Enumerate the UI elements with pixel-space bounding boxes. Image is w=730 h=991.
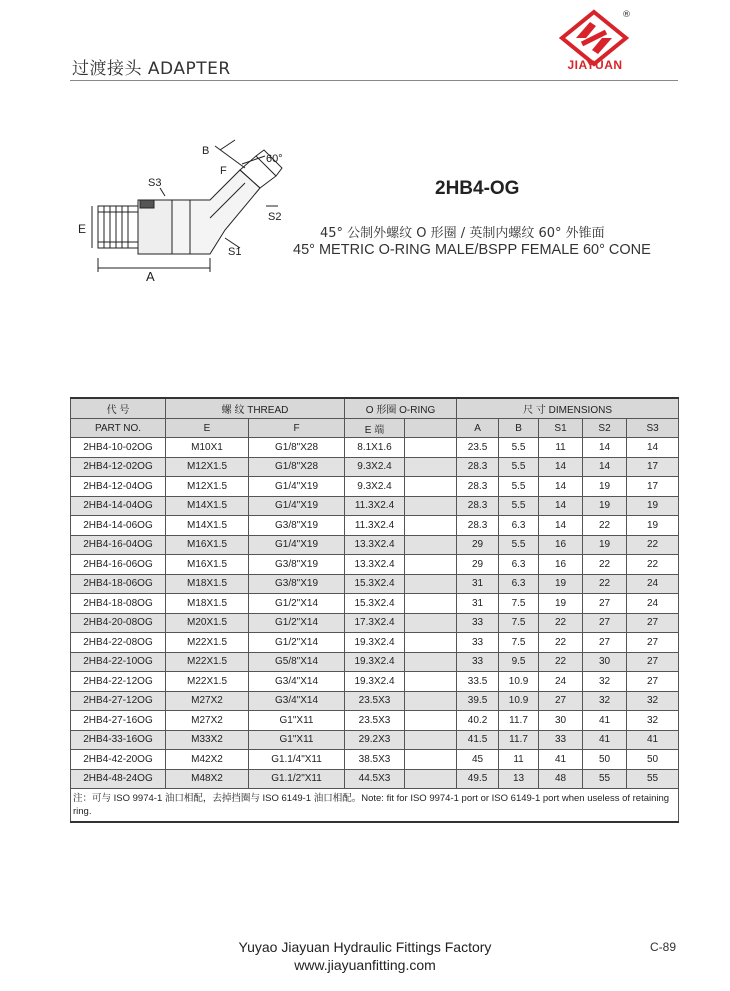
col-e-end: E 端	[345, 419, 405, 438]
table-cell: 2HB4-14-04OG	[71, 496, 166, 516]
table-cell: 22	[583, 555, 627, 575]
table-cell: 27	[583, 594, 627, 614]
table-cell: 14	[539, 477, 583, 497]
table-cell: 16	[539, 555, 583, 575]
table-cell: 31	[457, 574, 499, 594]
table-cell: 22	[627, 555, 679, 575]
table-cell: 10.9	[499, 672, 539, 692]
table-cell: 11	[499, 750, 539, 770]
table-cell: 19	[627, 496, 679, 516]
table-cell: 33	[457, 633, 499, 653]
table-cell: 19	[583, 496, 627, 516]
table-row	[71, 535, 679, 555]
table-row	[71, 457, 679, 477]
table-cell: 32	[627, 711, 679, 731]
header-divider	[70, 80, 678, 81]
table-cell: 23.5X3	[345, 691, 405, 711]
table-cell: 28.3	[457, 516, 499, 536]
table-cell: M16X1.5	[166, 535, 249, 555]
table-cell: 41	[627, 730, 679, 750]
table-cell: 41	[583, 711, 627, 731]
table-cell: G3/4"X14	[249, 672, 345, 692]
table-cell	[405, 457, 457, 477]
table-cell: G1/2"X14	[249, 594, 345, 614]
table-cell: 27	[627, 672, 679, 692]
table-cell: 23.5	[457, 438, 499, 458]
table-row	[71, 691, 679, 711]
table-cell: 2HB4-48-24OG	[71, 769, 166, 789]
table-cell	[405, 633, 457, 653]
table-cell: 5.5	[499, 496, 539, 516]
table-cell: 55	[583, 769, 627, 789]
table-cell: 27	[539, 691, 583, 711]
table-cell: 31	[457, 594, 499, 614]
table-cell: 2HB4-22-12OG	[71, 672, 166, 692]
table-cell: 29	[457, 555, 499, 575]
table-row	[71, 750, 679, 770]
table-cell: 5.5	[499, 477, 539, 497]
table-cell: M12X1.5	[166, 477, 249, 497]
table-cell: 2HB4-10-02OG	[71, 438, 166, 458]
col-b: B	[499, 419, 539, 438]
header-dimensions: 尺 寸 DIMENSIONS	[457, 398, 679, 419]
table-cell	[405, 730, 457, 750]
table-cell: G3/8"X19	[249, 574, 345, 594]
table-cell: 11	[539, 438, 583, 458]
table-cell: 2HB4-20-08OG	[71, 613, 166, 633]
table-cell: 7.5	[499, 613, 539, 633]
table-cell: 15.3X2.4	[345, 574, 405, 594]
col-part-no: PART NO.	[71, 419, 166, 438]
col-blank	[405, 419, 457, 438]
table-cell: M22X1.5	[166, 672, 249, 692]
col-s2: S2	[583, 419, 627, 438]
table-cell	[405, 750, 457, 770]
table-cell: 27	[627, 652, 679, 672]
drawing-label-e: E	[78, 222, 87, 236]
footer-company: Yuyao Jiayuan Hydraulic Fittings Factory	[238, 939, 492, 955]
table-cell	[405, 438, 457, 458]
table-cell: 9.3X2.4	[345, 457, 405, 477]
table-cell: 19	[539, 574, 583, 594]
table-cell: 9.5	[499, 652, 539, 672]
table-cell: 7.5	[499, 594, 539, 614]
table-cell: 32	[627, 691, 679, 711]
table-cell: 24	[627, 574, 679, 594]
table-cell: M14X1.5	[166, 516, 249, 536]
table-cell: G3/8"X19	[249, 516, 345, 536]
table-cell: 2HB4-14-06OG	[71, 516, 166, 536]
table-row	[71, 652, 679, 672]
table-cell: 27	[583, 633, 627, 653]
table-cell: 22	[539, 613, 583, 633]
table-cell: 17.3X2.4	[345, 613, 405, 633]
header-code: 代 号	[71, 398, 166, 419]
table-cell: G3/4"X14	[249, 691, 345, 711]
table-cell: 22	[539, 633, 583, 653]
table-cell: M48X2	[166, 769, 249, 789]
table-cell: 17	[627, 457, 679, 477]
table-cell: 11.7	[499, 711, 539, 731]
table-cell: 27	[627, 613, 679, 633]
table-row	[71, 555, 679, 575]
table-cell: M12X1.5	[166, 457, 249, 477]
footer-website: www.jiayuanfitting.com	[294, 957, 436, 973]
table-cell: G5/8"X14	[249, 652, 345, 672]
page-title: 过渡接头 ADAPTER	[72, 59, 231, 79]
table-cell: 32	[583, 691, 627, 711]
table-cell: 27	[583, 613, 627, 633]
table-cell: 50	[627, 750, 679, 770]
header-oring: O 形圈 O-RING	[345, 398, 457, 419]
table-cell: G3/8"X19	[249, 555, 345, 575]
table-cell: 49.5	[457, 769, 499, 789]
table-cell: G1/8"X28	[249, 457, 345, 477]
table-cell: G1/4"X19	[249, 535, 345, 555]
table-cell: 13.3X2.4	[345, 555, 405, 575]
table-cell	[405, 535, 457, 555]
dimensions-table	[70, 397, 679, 823]
table-cell: 2HB4-16-06OG	[71, 555, 166, 575]
drawing-label-f: F	[220, 165, 227, 177]
table-cell: 6.3	[499, 555, 539, 575]
drawing-label-s2: S2	[268, 211, 282, 223]
table-row	[71, 633, 679, 653]
table-cell: G1"X11	[249, 711, 345, 731]
brand-name: JIAYUAN	[567, 58, 623, 72]
table-cell: 45	[457, 750, 499, 770]
table-cell: 2HB4-12-02OG	[71, 457, 166, 477]
table-cell: 17	[627, 477, 679, 497]
table-cell: 2HB4-27-12OG	[71, 691, 166, 711]
table-cell: 24	[539, 672, 583, 692]
table-cell: 14	[583, 438, 627, 458]
table-cell: 7.5	[499, 633, 539, 653]
table-cell: G1/4"X19	[249, 477, 345, 497]
table-cell: M42X2	[166, 750, 249, 770]
table-cell: 19	[627, 516, 679, 536]
table-cell: M33X2	[166, 730, 249, 750]
table-row	[71, 477, 679, 497]
table-cell: 6.3	[499, 574, 539, 594]
table-cell	[405, 574, 457, 594]
table-cell: 22	[583, 574, 627, 594]
table-cell: 19	[583, 535, 627, 555]
table-cell	[405, 477, 457, 497]
table-row	[71, 769, 679, 789]
table-cell: 2HB4-18-06OG	[71, 574, 166, 594]
table-cell: 2HB4-16-04OG	[71, 535, 166, 555]
table-cell: G1/8"X28	[249, 438, 345, 458]
table-cell: 5.5	[499, 535, 539, 555]
table-cell: M14X1.5	[166, 496, 249, 516]
table-cell: 22	[583, 516, 627, 536]
col-s3: S3	[627, 419, 679, 438]
fitting-drawing	[70, 138, 310, 288]
table-cell: 28.3	[457, 496, 499, 516]
table-cell	[405, 711, 457, 731]
table-cell: 2HB4-22-08OG	[71, 633, 166, 653]
table-cell: 14	[539, 516, 583, 536]
table-cell: 16	[539, 535, 583, 555]
table-cell: 9.3X2.4	[345, 477, 405, 497]
col-a: A	[457, 419, 499, 438]
description-english: 45° METRIC O-RING MALE/BSPP FEMALE 60° CONE	[293, 242, 651, 258]
table-row	[71, 730, 679, 750]
table-cell: 28.3	[457, 477, 499, 497]
table-row	[71, 438, 679, 458]
table-cell: 2HB4-33-16OG	[71, 730, 166, 750]
table-cell: M16X1.5	[166, 555, 249, 575]
table-cell: 29.2X3	[345, 730, 405, 750]
header-thread: 螺 纹 THREAD	[166, 398, 345, 419]
table-cell: 6.3	[499, 516, 539, 536]
table-cell: 55	[627, 769, 679, 789]
table-cell: M27X2	[166, 691, 249, 711]
table-cell: 2HB4-22-10OG	[71, 652, 166, 672]
table-cell: G1/4"X19	[249, 496, 345, 516]
col-e: E	[166, 419, 249, 438]
table-cell	[405, 516, 457, 536]
table-cell: M27X2	[166, 711, 249, 731]
table-cell: 11.3X2.4	[345, 496, 405, 516]
table-cell: 11.3X2.4	[345, 516, 405, 536]
table-cell: 5.5	[499, 457, 539, 477]
col-f: F	[249, 419, 345, 438]
table-cell: 2HB4-27-16OG	[71, 711, 166, 731]
table-cell: G1/2"X14	[249, 613, 345, 633]
table-cell: M10X1	[166, 438, 249, 458]
table-cell	[405, 594, 457, 614]
table-cell: G1.1/4"X11	[249, 750, 345, 770]
table-cell	[405, 496, 457, 516]
model-number: 2HB4-OG	[435, 178, 520, 199]
table-cell: 39.5	[457, 691, 499, 711]
table-cell: 19	[583, 477, 627, 497]
table-cell: 14	[627, 438, 679, 458]
table-row	[71, 711, 679, 731]
table-cell: 30	[583, 652, 627, 672]
table-cell	[405, 691, 457, 711]
table-note: 注：可与 ISO 9974-1 油口相配，去掉挡圈与 ISO 6149-1 油口相配。Note: fit for ISO 9974-1 port or ISO 6149-1 port when useless of retaining ring.	[71, 789, 679, 823]
table-cell: 19	[539, 594, 583, 614]
description-chinese: 45° 公制外螺纹 O 形圈 / 英制内螺纹 60° 外锥面	[320, 226, 605, 241]
table-row	[71, 516, 679, 536]
table-row	[71, 496, 679, 516]
table-cell: G1"X11	[249, 730, 345, 750]
drawing-label-angle: 60°	[266, 153, 283, 165]
table-cell: 22	[539, 652, 583, 672]
table-cell: M18X1.5	[166, 574, 249, 594]
table-cell: 11.7	[499, 730, 539, 750]
table-cell: 15.3X2.4	[345, 594, 405, 614]
table-cell: 41	[539, 750, 583, 770]
table-cell: 28.3	[457, 457, 499, 477]
table-cell	[405, 613, 457, 633]
drawing-label-s3: S3	[148, 177, 162, 189]
table-row	[71, 574, 679, 594]
table-cell: 14	[583, 457, 627, 477]
table-cell: 50	[583, 750, 627, 770]
table-cell: 41	[583, 730, 627, 750]
table-cell: 27	[627, 633, 679, 653]
registered-mark: ®	[622, 10, 631, 20]
table-cell: 33	[457, 652, 499, 672]
table-cell: 40.2	[457, 711, 499, 731]
table-cell: 48	[539, 769, 583, 789]
table-cell: M20X1.5	[166, 613, 249, 633]
table-cell	[405, 769, 457, 789]
table-cell: 41.5	[457, 730, 499, 750]
table-cell: 13.3X2.4	[345, 535, 405, 555]
table-cell: M22X1.5	[166, 652, 249, 672]
table-cell: G1/2"X14	[249, 633, 345, 653]
table-cell: 14	[539, 457, 583, 477]
table-cell: 2HB4-42-20OG	[71, 750, 166, 770]
table-cell: M18X1.5	[166, 594, 249, 614]
table-cell: 38.5X3	[345, 750, 405, 770]
table-cell: 2HB4-12-04OG	[71, 477, 166, 497]
table-cell: 5.5	[499, 438, 539, 458]
table-cell: 44.5X3	[345, 769, 405, 789]
table-cell: 33.5	[457, 672, 499, 692]
table-cell: 29	[457, 535, 499, 555]
table-cell: 19.3X2.4	[345, 652, 405, 672]
table-cell: 19.3X2.4	[345, 633, 405, 653]
table-row	[71, 613, 679, 633]
page-number: C-89	[650, 940, 677, 954]
table-cell: M22X1.5	[166, 633, 249, 653]
table-cell: G1.1/2"X11	[249, 769, 345, 789]
table-cell: 32	[583, 672, 627, 692]
table-cell	[405, 555, 457, 575]
table-cell: 19.3X2.4	[345, 672, 405, 692]
drawing-label-b: B	[202, 145, 210, 157]
col-s1: S1	[539, 419, 583, 438]
table-cell: 8.1X1.6	[345, 438, 405, 458]
table-cell: 33	[539, 730, 583, 750]
table-row	[71, 672, 679, 692]
table-cell: 24	[627, 594, 679, 614]
table-cell: 10.9	[499, 691, 539, 711]
table-cell	[405, 652, 457, 672]
drawing-label-a: A	[146, 269, 155, 284]
table-cell: 30	[539, 711, 583, 731]
table-cell: 14	[539, 496, 583, 516]
table-cell: 33	[457, 613, 499, 633]
table-row	[71, 594, 679, 614]
table-cell: 23.5X3	[345, 711, 405, 731]
table-cell: 13	[499, 769, 539, 789]
table-cell: 22	[627, 535, 679, 555]
table-cell	[405, 672, 457, 692]
drawing-label-s1: S1	[228, 246, 242, 258]
table-body	[71, 438, 679, 789]
table-cell: 2HB4-18-08OG	[71, 594, 166, 614]
